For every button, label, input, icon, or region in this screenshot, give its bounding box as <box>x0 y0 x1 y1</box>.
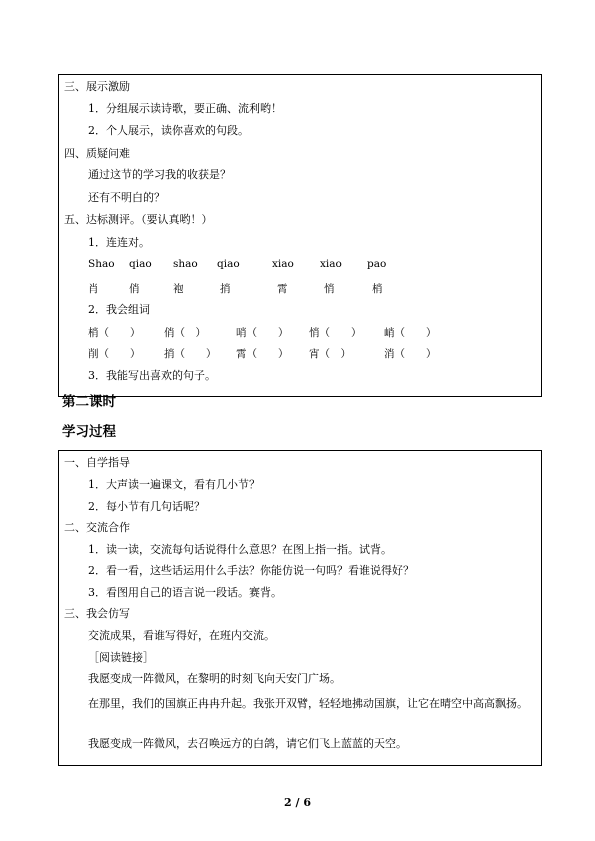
section3-title: 三、展示激励 <box>64 80 130 93</box>
reading-paragraph-3: 我愿变成一阵微风，去召唤远方的白鸽，请它们飞上蓝蓝的天空。 <box>88 737 407 750</box>
pinyin-item: xiao <box>272 258 294 270</box>
word-blank: 消（ ） <box>384 348 437 360</box>
word-blank: 俏（ ） <box>164 327 206 339</box>
word-blank: 峭（ ） <box>384 327 437 339</box>
char-item: 霄 <box>277 283 288 295</box>
word-blank: 悄（ ） <box>309 327 362 339</box>
word-blank: 哨（ ） <box>236 327 289 339</box>
part1-item-2: 2．每小节有几句话呢？ <box>88 500 205 513</box>
part3-line-1: 交流成果，看谁写得好，在班内交流。 <box>88 629 275 642</box>
char-item: 肖 <box>88 283 99 295</box>
part2-item-1: 1．读一读，交流每句话说得什么意思？在图上指一指。试背。 <box>88 543 392 556</box>
part1-item-1: 1．大声读一遍课文，看有几小节？ <box>88 478 260 491</box>
part3-title: 三、我会仿写 <box>64 607 130 620</box>
word-blank: 宵（ ） <box>309 348 351 360</box>
reading-paragraph-2: 在那里，我们的国旗正冉冉升起。我张开双臂，轻轻地拂动国旗，让它在晴空中高高飘扬。 <box>88 697 528 710</box>
char-item: 梢 <box>372 283 383 295</box>
page-number: 2 / 6 <box>284 796 311 809</box>
pinyin-item: Shao <box>88 258 115 270</box>
pinyin-item: shao <box>173 258 198 270</box>
reading-paragraph-1: 我愿变成一阵微风，在黎明的时刻飞向天安门广场。 <box>88 672 341 685</box>
section5-title: 五、达标测评。（要认真哟！） <box>64 213 213 226</box>
section4-line-2: 还有不明白的？ <box>88 191 165 204</box>
part2-title: 二、交流合作 <box>64 521 130 534</box>
char-item: 悄 <box>324 283 335 295</box>
pinyin-item: qiao <box>217 258 240 270</box>
section5-q1: 1．连连对。 <box>88 236 150 249</box>
section4-title: 四、质疑问难 <box>64 147 130 160</box>
pinyin-item: qiao <box>129 258 152 270</box>
section3-item-1: 1．分组展示读诗歌，要正确、流利哟！ <box>88 102 282 115</box>
word-blank: 削（ ） <box>88 348 141 360</box>
char-item: 俏 <box>129 283 140 295</box>
char-item: 捎 <box>220 283 231 295</box>
word-blank: 梢（ ） <box>88 327 141 339</box>
pinyin-item: xiao <box>320 258 342 270</box>
part2-item-3: 3．看图用自己的语言说一段话。赛背。 <box>88 586 282 599</box>
word-blank: 霄（ ） <box>236 348 289 360</box>
learning-process-title: 学习过程 <box>62 424 116 440</box>
section3-item-2: 2．个人展示，读你喜欢的句段。 <box>88 124 249 137</box>
table-lower <box>58 450 542 766</box>
reading-link-label: ［阅读链接］ <box>88 651 154 664</box>
word-blank: 捎（ ） <box>164 348 217 360</box>
char-item: 袍 <box>173 283 184 295</box>
pinyin-item: pao <box>367 258 387 270</box>
lesson2-title: 第二课时 <box>62 394 116 410</box>
section4-line-1: 通过这节的学习我的收获是？ <box>88 168 231 181</box>
part2-item-2: 2．看一看，这些话运用什么手法？你能仿说一句吗？看谁说得好？ <box>88 564 414 577</box>
section5-q3: 3．我能写出喜欢的句子。 <box>88 369 216 382</box>
part1-title: 一、自学指导 <box>64 456 130 469</box>
section5-q2: 2．我会组词 <box>88 303 150 316</box>
